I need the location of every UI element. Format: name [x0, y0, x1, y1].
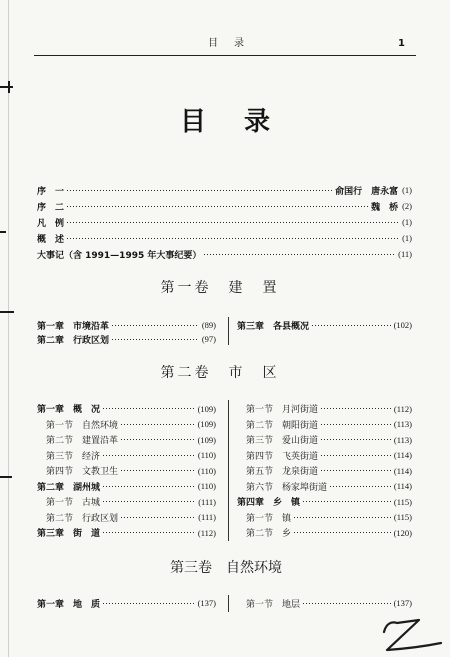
page-ref: (113)	[393, 419, 412, 430]
page-ref: (114)	[393, 481, 412, 492]
page-ref: (114)	[393, 450, 412, 461]
page-ref: (97)	[201, 334, 216, 344]
front-matter-list	[37, 182, 412, 262]
leader-dots	[303, 603, 391, 604]
entry-title: 第四章 乡 镇	[237, 498, 301, 509]
toc-chapter-row	[37, 332, 216, 346]
column-divider	[228, 317, 229, 345]
entry-title: 第一节 镇	[246, 512, 292, 523]
toc-entry-preface-1	[37, 182, 412, 198]
entry-title: 凡 例	[37, 218, 65, 229]
leader-dots	[303, 501, 391, 502]
volume-heading: 第三卷 自然环境	[170, 561, 282, 576]
leader-dots	[321, 455, 391, 456]
page-ref: (137)	[197, 598, 216, 608]
toc-section-row	[237, 401, 412, 417]
toc-section-row	[237, 596, 412, 610]
entry-title: 第二节 乡	[246, 528, 292, 539]
volume-heading: 第一卷 建 置	[160, 281, 280, 296]
toc-chapter-row	[37, 318, 216, 332]
entry-title: 第一节 地层	[246, 598, 301, 609]
toc-chapter-row	[37, 596, 216, 610]
toc-section-row	[237, 432, 412, 448]
leader-dots	[103, 501, 195, 502]
column-divider	[228, 595, 229, 612]
entry-title: 第二节 建置沿革	[46, 435, 119, 446]
entry-title: 第二章 湖州城	[37, 482, 101, 493]
toc-section-row	[237, 525, 412, 541]
entry-title: 第一节 月河街道	[246, 404, 319, 415]
entry-title: 第三章 街 道	[37, 529, 101, 540]
toc-chapter-row	[37, 525, 216, 541]
toc-entry-conventions	[37, 214, 412, 230]
leader-dots	[294, 517, 391, 518]
page-title: 目 录	[179, 107, 276, 137]
leader-dots	[103, 532, 195, 533]
toc-entry-preface-2	[37, 198, 412, 214]
entry-title: 第一节 古城	[46, 497, 101, 508]
page-ref: (115)	[393, 512, 412, 523]
leader-dots	[204, 254, 395, 255]
toc-section-row	[237, 479, 412, 495]
handwritten-mark	[375, 610, 450, 657]
page-ref: (102)	[393, 320, 412, 330]
entry-title: 第三章 各县概况	[237, 321, 310, 332]
volume-contents-right	[237, 318, 412, 332]
entry-title: 大事记（含 1991—1995 年大事纪要）	[37, 250, 202, 261]
leader-dots	[121, 470, 195, 471]
volume-contents-right	[237, 596, 412, 610]
page-ref: (112)	[197, 527, 216, 538]
leader-dots	[321, 424, 391, 425]
toc-chapter-row	[37, 401, 216, 417]
page-ref: (137)	[393, 598, 412, 608]
entry-title: 第一章 市境沿革	[37, 321, 110, 332]
leader-dots	[67, 206, 368, 207]
entry-title: 第二节 朝阳街道	[246, 419, 319, 430]
toc-section-row	[237, 448, 412, 464]
page-ref: (11)	[398, 249, 412, 259]
leader-dots	[103, 603, 195, 604]
entry-author: 魏 桥	[371, 202, 399, 213]
leader-dots	[121, 424, 195, 425]
toc-section-row	[37, 432, 216, 448]
toc-entry-overview	[37, 230, 412, 246]
entry-title: 第五节 龙泉街道	[246, 466, 319, 477]
page-ref: (109)	[197, 419, 216, 430]
page-ref: (109)	[197, 403, 216, 414]
page-ref: (1)	[402, 185, 412, 195]
page-ref: (120)	[393, 527, 412, 538]
entry-title: 第三节 爱山街道	[246, 435, 319, 446]
entry-title: 概 述	[37, 234, 65, 245]
entry-title: 第六节 杨家埠街道	[246, 481, 328, 492]
entry-title: 第三节 经济	[46, 450, 101, 461]
page-ref: (113)	[393, 434, 412, 445]
volume-contents-left	[37, 596, 216, 610]
page-ref: (111)	[198, 512, 216, 523]
leader-dots	[103, 486, 195, 487]
toc-section-row	[37, 494, 216, 510]
scan-mark	[0, 86, 13, 88]
entry-title: 第一章 概 况	[37, 405, 101, 416]
leader-dots	[321, 439, 391, 440]
volume-contents-left	[37, 318, 216, 346]
page-ref: (110)	[197, 481, 216, 492]
scan-mark	[8, 81, 10, 93]
leader-dots	[321, 470, 391, 471]
column-divider	[228, 400, 229, 541]
entry-title: 第四节 飞英街道	[246, 450, 319, 461]
leader-dots	[121, 517, 195, 518]
header-rule	[34, 55, 416, 56]
entry-title: 第二章 行政区划	[37, 335, 110, 346]
toc-section-row	[237, 417, 412, 433]
page-ref: (89)	[201, 320, 216, 330]
leader-dots	[294, 532, 391, 533]
scan-mark	[0, 476, 12, 478]
page-ref: (110)	[197, 465, 216, 476]
running-head-title: 目 录	[208, 38, 247, 49]
leader-dots	[103, 408, 195, 409]
page-ref: (111)	[198, 496, 216, 507]
leader-dots	[312, 325, 391, 326]
toc-section-row	[237, 510, 412, 526]
entry-title: 第一节 自然环境	[46, 419, 119, 430]
toc-section-row	[37, 463, 216, 479]
scan-mark	[0, 311, 14, 313]
leader-dots	[121, 439, 195, 440]
volume-heading: 第二卷 市 区	[160, 366, 280, 381]
page-ref: (112)	[393, 403, 412, 414]
page-ref: (1)	[402, 217, 412, 227]
entry-title: 序 一	[37, 186, 65, 197]
page-ref: (109)	[197, 434, 216, 445]
leader-dots	[330, 486, 391, 487]
page-ref: (2)	[402, 201, 412, 211]
toc-section-row	[237, 463, 412, 479]
leader-dots	[112, 339, 199, 340]
page-ref: (115)	[393, 496, 412, 507]
entry-author: 俞国行 唐永富	[335, 186, 399, 197]
entry-title: 序 二	[37, 202, 65, 213]
scan-edge-shadow	[8, 0, 9, 657]
leader-dots	[103, 455, 195, 456]
volume-contents-left	[37, 401, 216, 541]
leader-dots	[321, 408, 391, 409]
scan-mark	[0, 231, 6, 233]
running-head	[0, 37, 450, 51]
toc-chapter-row	[237, 494, 412, 510]
entry-title: 第二节 行政区划	[46, 512, 119, 523]
toc-chapter-row	[237, 318, 412, 332]
entry-title: 第四节 文教卫生	[46, 466, 119, 477]
toc-entry-chronicle	[37, 246, 412, 262]
leader-dots	[112, 325, 199, 326]
toc-section-row	[37, 417, 216, 433]
toc-section-row	[37, 448, 216, 464]
page-ref: (114)	[393, 465, 412, 476]
toc-chapter-row	[37, 479, 216, 495]
page-ref: (1)	[402, 233, 412, 243]
page-ref: (110)	[197, 450, 216, 461]
toc-section-row	[37, 510, 216, 526]
page-number: 1	[398, 38, 405, 49]
volume-contents-right	[237, 401, 412, 541]
leader-dots	[67, 238, 399, 239]
leader-dots	[67, 222, 399, 223]
leader-dots	[67, 190, 332, 191]
entry-title: 第一章 地 质	[37, 599, 101, 610]
